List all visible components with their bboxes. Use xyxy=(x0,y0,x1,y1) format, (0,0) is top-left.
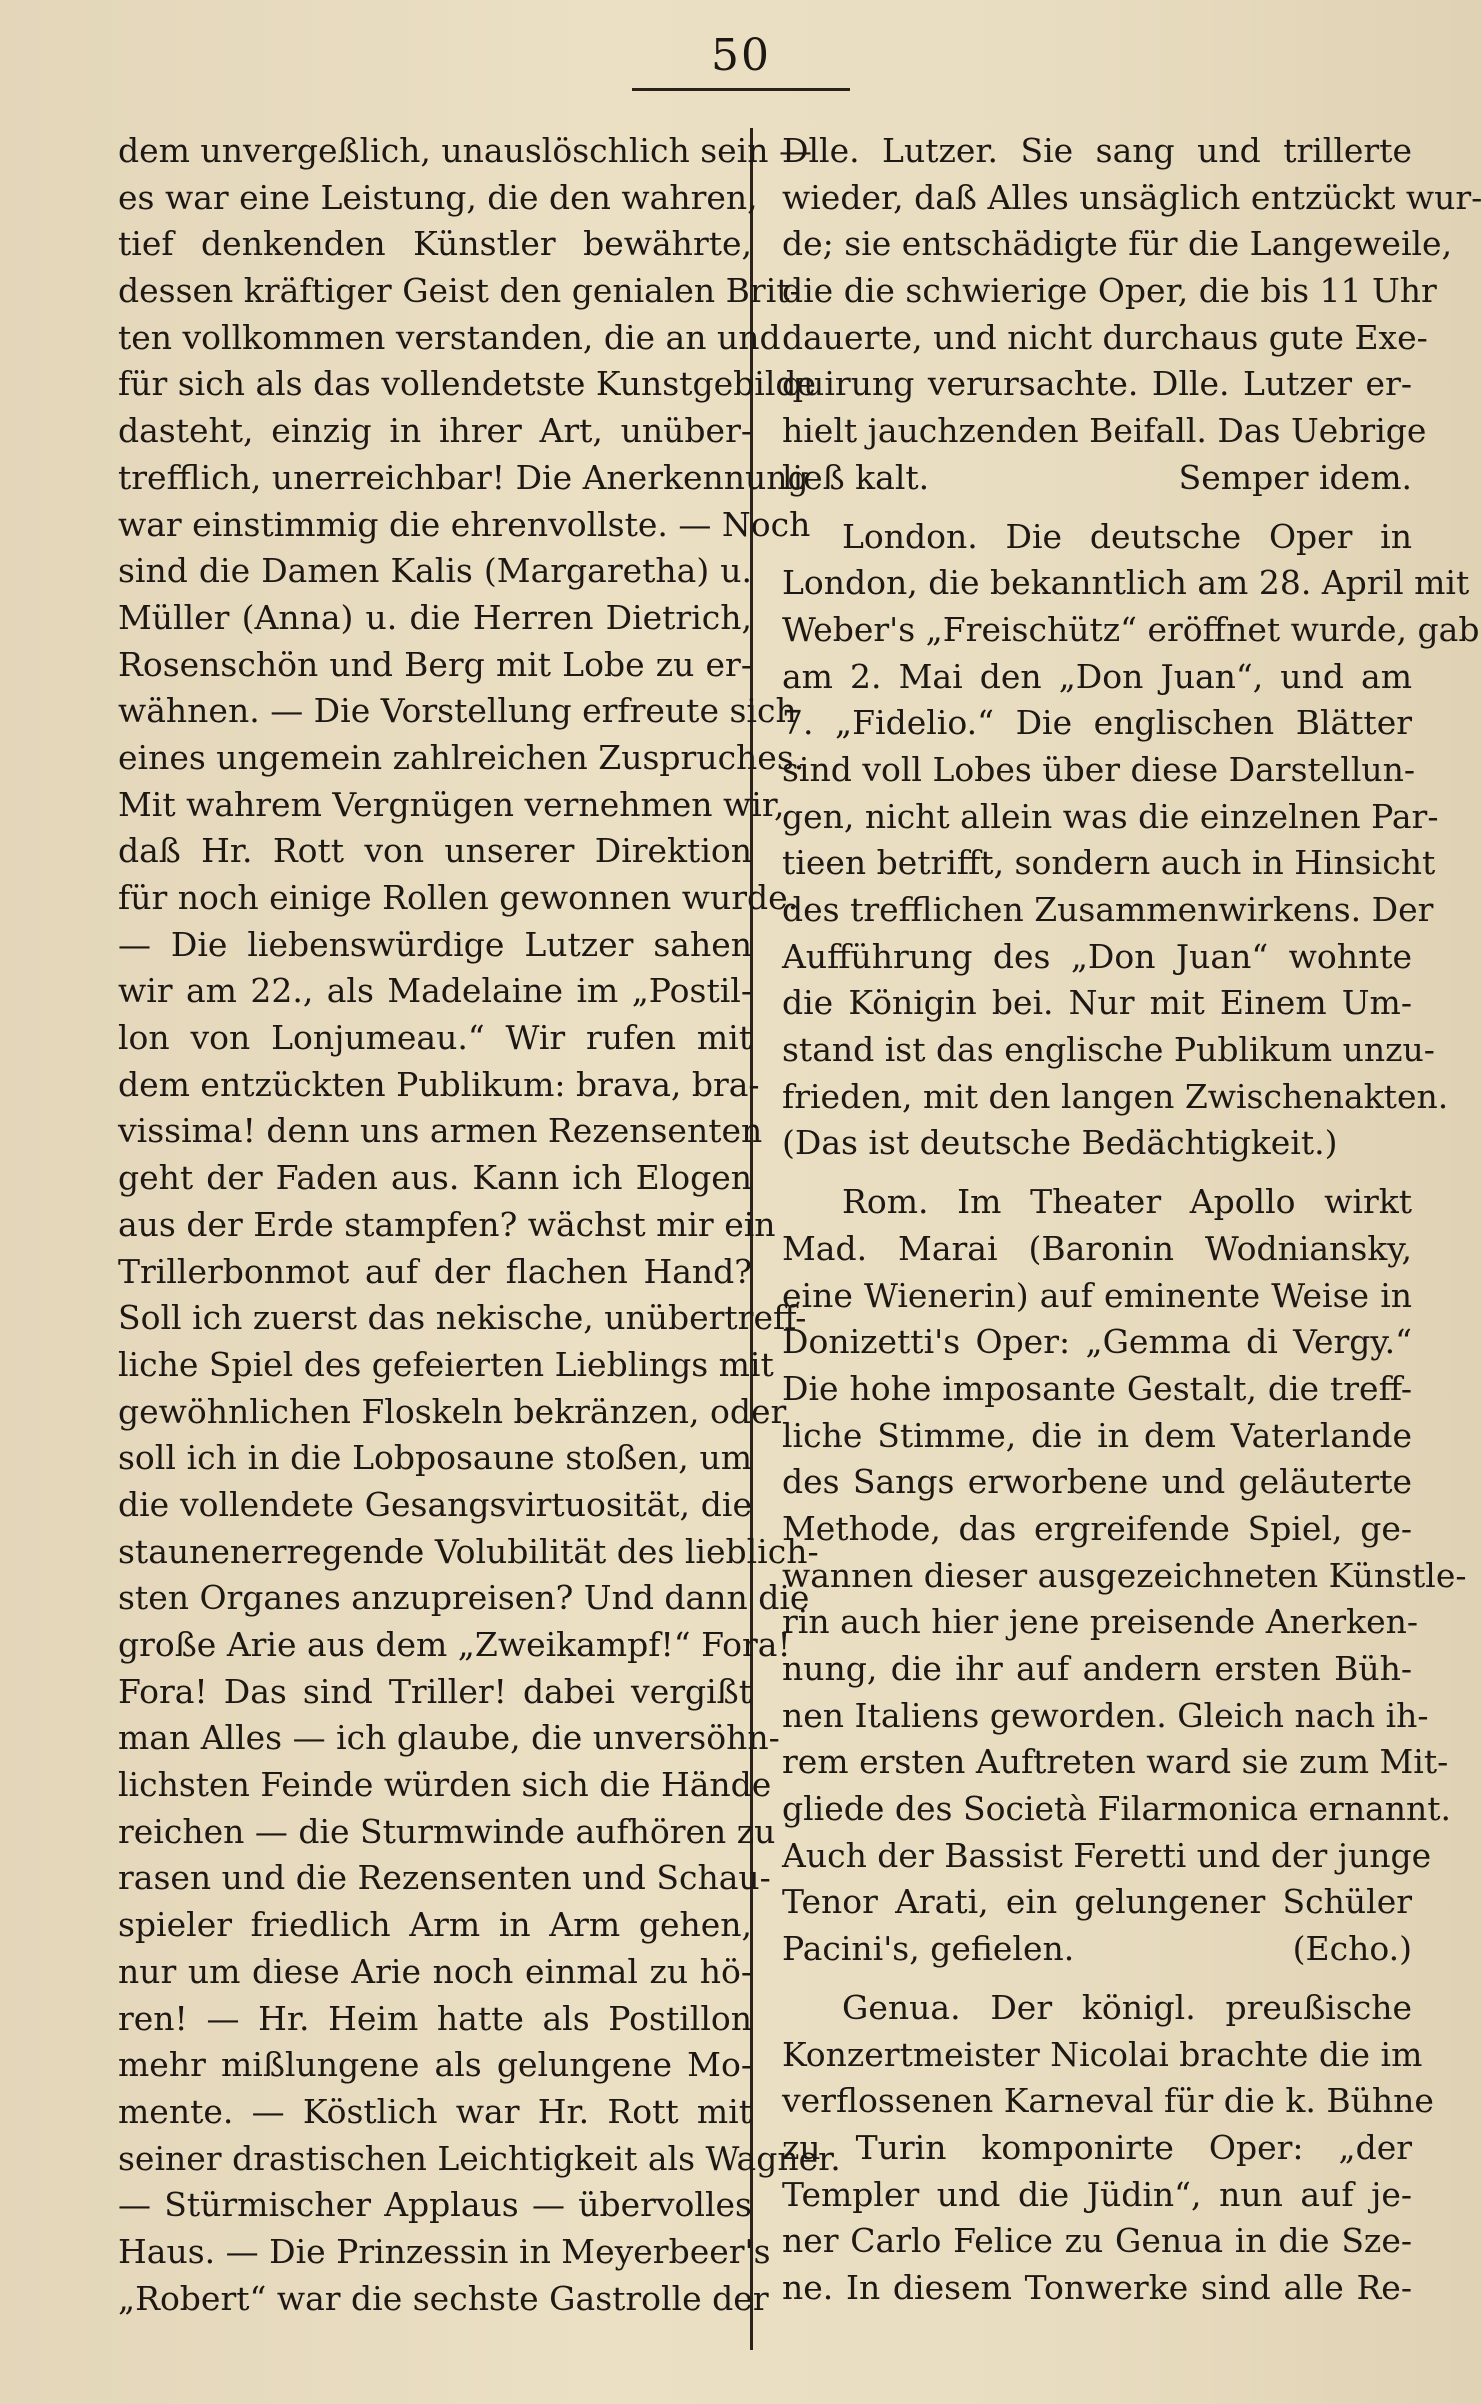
text-line: mehr mißlungene als gelungene Mo- xyxy=(118,2045,752,2085)
text-line: tief denkenden Künstler bewährte, xyxy=(118,224,752,264)
text-line: daß Hr. Rott von unserer Direktion xyxy=(118,831,752,871)
text-line: es war eine Leistung, die den wahren, xyxy=(118,177,758,217)
text-line: spieler friedlich Arm in Arm gehen, xyxy=(118,1905,752,1945)
text-line: lichsten Feinde würden sich die Hände xyxy=(118,1765,772,1805)
text-line: soll ich in die Lobposaune stoßen, um xyxy=(118,1438,752,1478)
text-line: wannen dieser ausgezeichneten Künstle- xyxy=(782,1555,1467,1595)
text-line: sind die Damen Kalis (Margaretha) u. xyxy=(118,551,752,591)
paragraph-rom xyxy=(782,1179,1467,1926)
text-line: hielt jauchzenden Beifall. Das Uebrige xyxy=(782,411,1427,451)
text-line: trefflich, unerreichbar! Die Anerkennung xyxy=(118,457,809,497)
text-line: die die schwierige Oper, die bis 11 Uhr xyxy=(782,271,1437,311)
text-line-content: Pacini's, gefielen. xyxy=(782,1929,1075,1969)
text-line: Fora! Das sind Triller! dabei vergißt xyxy=(118,1671,752,1711)
text-line: eine Wienerin) auf eminente Weise in xyxy=(782,1275,1412,1315)
header-rule xyxy=(632,88,850,91)
text-line: eines ungemein zahlreichen Zuspruches. xyxy=(118,737,805,777)
text-line: reichen — die Sturmwinde aufhören zu xyxy=(118,1811,776,1851)
text-line: quirung verursachte. Dlle. Lutzer er- xyxy=(782,364,1412,404)
text-line: — Stürmischer Applaus — übervolles xyxy=(118,2185,752,2225)
text-line: für sich als das vollendetste Kunstgebilde xyxy=(118,364,817,404)
text-line: London, die bekanntlich am 28. April mit xyxy=(782,563,1470,603)
text-line: wieder, daß Alles unsäglich entzückt wur- xyxy=(782,177,1482,217)
text-line: Auch der Bassist Feretti und der junge xyxy=(782,1835,1432,1875)
text-line: dauerte, und nicht durchaus gute Exe- xyxy=(782,317,1428,357)
text-line: — Die liebenswürdige Lutzer sahen xyxy=(118,924,752,964)
text-line: dem unvergeßlich, unauslöschlich sein — xyxy=(118,131,812,170)
text-line: lon von Lonjumeau.“ Wir rufen mit xyxy=(118,1018,752,1058)
text-line: man Alles — ich glaube, die unversöhn- xyxy=(118,1718,780,1758)
text-line: dasteht, einzig in ihrer Art, unüber- xyxy=(118,411,752,451)
text-line: wähnen. — Die Vorstellung erfreute sich xyxy=(118,691,797,731)
text-line: Haus. — Die Prinzessin in Meyerbeer's xyxy=(118,2231,771,2271)
text-line: stand ist das englische Publikum unzu- xyxy=(782,1030,1435,1070)
text-line: frieden, mit den langen Zwischenakten. xyxy=(782,1076,1449,1116)
text-line: „Robert“ war die sechste Gastrolle der xyxy=(118,2278,769,2318)
paragraph-london xyxy=(782,514,1480,1121)
source-signature: Semper idem. xyxy=(1178,457,1412,497)
text-line: gliede des Società Filarmonica ernannt. xyxy=(782,1789,1452,1829)
text-line: nur um diese Arie noch einmal zu hö- xyxy=(118,1951,752,1991)
text-line: nen Italiens geworden. Gleich nach ih- xyxy=(782,1695,1429,1735)
text-line: mente. — Köstlich war Hr. Rott mit xyxy=(118,2091,752,2131)
source-signature: (Echo.) xyxy=(1292,1929,1412,1969)
text-line: rem ersten Auftreten ward sie zum Mit- xyxy=(782,1742,1449,1782)
text-line: Trillerbonmot auf der flachen Hand? xyxy=(118,1251,752,1291)
text-line: Die hohe imposante Gestalt, die treff- xyxy=(782,1368,1412,1408)
text-line: London. Die deutsche Oper in xyxy=(842,516,1412,556)
text-line: die vollendete Gesangsvirtuosität, die xyxy=(118,1484,752,1524)
text-line: Dlle. Lutzer. Sie sang und trillerte xyxy=(782,131,1412,170)
text-line: am 2. Mai den „Don Juan“, und am xyxy=(782,656,1412,696)
text-line: des trefflichen Zusammenwirkens. Der xyxy=(782,890,1434,929)
paragraph-lutzer xyxy=(782,128,1482,455)
text-line: aus der Erde stampfen? wächst mir ein xyxy=(118,1204,776,1244)
text-line: die Königin bei. Nur mit Einem Um- xyxy=(782,983,1412,1023)
text-line: Rom. Im Theater Apollo wirkt xyxy=(842,1182,1412,1222)
text-line: dessen kräftiger Geist den genialen Brit- xyxy=(118,271,801,311)
text-line: ne. In diesem Tonwerke sind alle Re- xyxy=(782,2267,1412,2307)
text-line: Aufführung des „Don Juan“ wohnte xyxy=(782,936,1412,976)
text-line: (Das ist deutsche Bedächtigkeit.) xyxy=(782,1123,1338,1163)
text-line: Müller (Anna) u. die Herren Dietrich, xyxy=(118,597,752,637)
text-line: dem entzückten Publikum: brava, bra- xyxy=(118,1064,760,1104)
text-line: tieen betrifft, sondern auch in Hinsicht xyxy=(782,843,1436,883)
text-line: rin auch hier jene preisende Anerken- xyxy=(782,1602,1419,1642)
text-line: liche Stimme, die in dem Vaterlande xyxy=(782,1415,1412,1455)
text-line: zu Turin komponirte Oper: „der xyxy=(782,2127,1412,2167)
text-line: Templer und die Jüdin“, nun auf je- xyxy=(782,2174,1412,2214)
text-line xyxy=(782,1926,1412,1973)
text-line: war einstimmig die ehrenvollste. — Noch xyxy=(118,504,811,544)
text-line: gen, nicht allein was die einzelnen Par- xyxy=(782,796,1439,836)
text-line: de; sie entschädigte für die Langeweile, xyxy=(782,224,1453,264)
text-line: ner Carlo Felice zu Genua in die Sze- xyxy=(782,2221,1412,2261)
text-line: des Sangs erworbene und geläuterte xyxy=(782,1462,1412,1502)
text-line: große Arie aus dem „Zweikampf!“ Fora! xyxy=(118,1625,791,1664)
text-line: sind voll Lobes über diese Darstellun- xyxy=(782,749,1416,789)
text-line: Weber's „Freischütz“ eröffnet wurde, gab xyxy=(782,609,1480,649)
paragraph-genua xyxy=(782,1985,1434,2312)
text-line: seiner drastischen Leichtigkeit als Wagner. xyxy=(118,2138,841,2178)
text-line: liche Spiel des gefeierten Lieblings mit xyxy=(118,1344,774,1384)
text-line xyxy=(782,455,1412,502)
text-line: rasen und die Rezensenten und Schau- xyxy=(118,1858,771,1898)
text-line: Genua. Der königl. preußische xyxy=(842,1987,1412,2027)
text-line: geht der Faden aus. Kann ich Elogen xyxy=(118,1158,752,1198)
text-line: ten vollkommen verstanden, die an und xyxy=(118,317,781,357)
text-line: 7. „Fidelio.“ Die englischen Blätter xyxy=(782,703,1412,743)
text-line: sten Organes anzupreisen? Und dann die xyxy=(118,1578,810,1618)
text-line: Konzertmeister Nicolai brachte die im xyxy=(782,2034,1423,2074)
left-column xyxy=(118,128,841,2322)
text-line: gewöhnlichen Floskeln bekränzen, oder xyxy=(118,1391,787,1431)
text-line: Methode, das ergreifende Spiel, ge- xyxy=(782,1508,1412,1548)
text-line: nung, die ihr auf andern ersten Büh- xyxy=(782,1649,1412,1688)
text-line: für noch einige Rollen gewonnen wurde. xyxy=(118,878,799,917)
text-line: staunenerregende Volubilität des lieblich- xyxy=(118,1531,819,1571)
text-line-content: ließ kalt. xyxy=(782,457,930,497)
text-line: ren! — Hr. Heim hatte als Postillon xyxy=(118,1998,752,2038)
right-column xyxy=(782,128,1482,2312)
text-line: wir am 22., als Madelaine im „Postil- xyxy=(118,971,752,1011)
page-number: 50 xyxy=(711,30,771,81)
text-line: Mit wahrem Vergnügen vernehmen wir, xyxy=(118,784,785,824)
text-line: Soll ich zuerst das nekische, unübertreff- xyxy=(118,1298,807,1338)
text-line: Mad. Marai (Baronin Wodniansky, xyxy=(782,1228,1412,1268)
text-line: verflossenen Karneval für die k. Bühne xyxy=(782,2081,1434,2121)
text-line: Donizetti's Oper: „Gemma di Vergy.“ xyxy=(782,1322,1412,1362)
text-line: Tenor Arati, ein gelungener Schüler xyxy=(782,1882,1412,1922)
text-line: Rosenschön und Berg mit Lobe zu er- xyxy=(118,644,752,684)
text-line: vissima! denn uns armen Rezensenten xyxy=(118,1111,763,1151)
